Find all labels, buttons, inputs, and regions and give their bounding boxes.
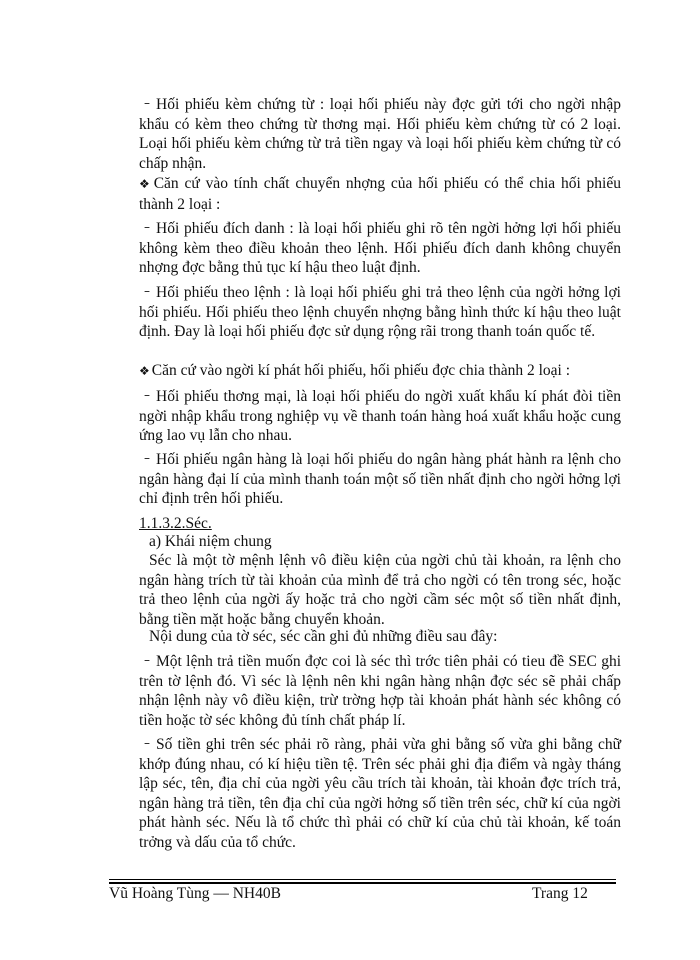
paragraph-lenh-tra-tien: – Một lệnh trả tiền muốn đợc coi là séc thì trớc tiên phải có tieu đề SEC ghi trên tờ lệnh đó. Vì séc là lệnh nên khi ngân hàng nhận đợc séc sẽ phải chấp nhận lệnh này vô điều kiện, trừ trờng hợp tài khoản phát hành séc không có tiền hoặc tờ séc không đủ tính chất pháp lí. — [139, 653, 621, 729]
paragraph-sec-dinh-nghia: Séc là một tờ mệnh lệnh vô điều kiện của ngời chủ tài khoản, ra lệnh cho ngân hàng trích từ tài khoản của mình để trả cho ngời có tên trong séc, hoặc trả theo lệnh của ngời ấy hoặc trả cho ngời cầm séc một số tiền nhất định, bằng tiền mặt hoặc bằng chuyển khoản. — [139, 552, 621, 628]
paragraph-hoi-phieu-ngan-hang: – Hối phiếu ngân hàng là loại hối phiếu do ngân hàng phát hành ra lệnh cho ngân hàng đại lí của mình thanh toán một số tiền nhất định cho ngời hởng lợi chỉ định trên hối phiếu. — [139, 451, 621, 508]
paragraph-so-tien-ghi-tren-sec: – Số tiền ghi trên séc phải rõ ràng, phải vừa ghi bằng số vừa ghi bằng chữ khớp đúng nhau, có kí hiệu tiền tệ. Trên séc phải ghi địa điểm và ngày tháng lập séc, tên, địa chỉ của ngời yêu cầu trích tài khoản, tài khoản đợc trích trả, ngân hàng trả tiền, tên địa chỉ của ngời hởng số tiền trên séc, chữ kí của ngời phát hành séc. Nếu là tổ chức thì phải có chữ kí của chủ tài khoản, kế toán trởng và dấu của tổ chức. — [139, 736, 621, 851]
dash-bullet-icon: – — [144, 736, 150, 750]
section-heading-sec: 1.1.3.2.Séc. — [139, 515, 212, 532]
paragraph-hoi-phieu-dich-danh: – Hối phiếu đích danh : là loại hối phiếu ghi rõ tên ngời hởng lợi hối phiếu không kèm theo điều khoản theo lệnh. Hối phiếu đích danh không chuyển nhợng đợc bằng thủ tục kí hậu theo luật định. — [139, 220, 621, 277]
paragraph-hoi-phieu-theo-lenh: – Hối phiếu theo lệnh : là loại hối phiếu ghi trả theo lệnh của ngời hởng lợi hối phiếu. Hối phiếu theo lệnh chuyển nhợng bằng hình thức kí hậu theo luật định. Đay là loại hối phiếu đợc sử dụng rộng rãi trong thanh toán quốc tế. — [139, 284, 621, 341]
dash-bullet-icon: – — [144, 451, 150, 465]
paragraph-hoi-phieu-thuong-mai: – Hối phiếu thơng mại, là loại hối phiếu do ngời xuất khẩu kí phát đòi tiền ngời nhập khẩu trong nghiệp vụ về thanh toán hàng hoá xuất khẩu hoặc cung ứng lao vụ lẫn cho nhau. — [139, 388, 621, 445]
dash-bullet-icon: – — [144, 96, 150, 110]
dash-bullet-icon: – — [144, 653, 150, 667]
footer-author: Vũ Hoàng Tùng — NH40B — [109, 885, 281, 902]
diamond-bullet-icon: ❖ — [139, 177, 152, 191]
paragraph-noi-dung-to-sec: Nội dung của tờ séc, séc cần ghi đủ những điều sau đây: — [149, 628, 498, 645]
dash-bullet-icon: – — [144, 220, 150, 234]
paragraph-can-cu-nguoi-ki-phat: ❖ Căn cứ vào ngời kí phát hối phiếu, hối phiếu đợc chia thành 2 loại : — [139, 362, 571, 379]
paragraph-hoi-phieu-kem-chung-tu: – Hối phiếu kèm chứng từ : loại hối phiếu này đợc gửi tới cho ngời nhập khẩu có kèm theo chứng từ thơng mại. Hối phiếu kèm chứng từ có 2 loại. Loại hối phiếu kèm chứng từ trả tiền ngay và loại hối phiếu kèm chứng từ có chấp nhận. — [139, 96, 621, 172]
subheading-khai-niem-chung: a) Khái niệm chung — [149, 533, 272, 550]
paragraph-can-cu-chuyen-nhuong: ❖ Căn cứ vào tính chất chuyển nhợng của hối phiếu có thể chia hối phiếu thành 2 loại : — [139, 175, 621, 213]
footer-rule-top — [109, 879, 616, 880]
dash-bullet-icon: – — [144, 388, 150, 402]
dash-bullet-icon: – — [144, 284, 150, 298]
footer-page-number: Trang 12 — [532, 885, 588, 902]
footer-rule-bottom — [109, 882, 616, 884]
diamond-bullet-icon: ❖ — [139, 364, 150, 378]
